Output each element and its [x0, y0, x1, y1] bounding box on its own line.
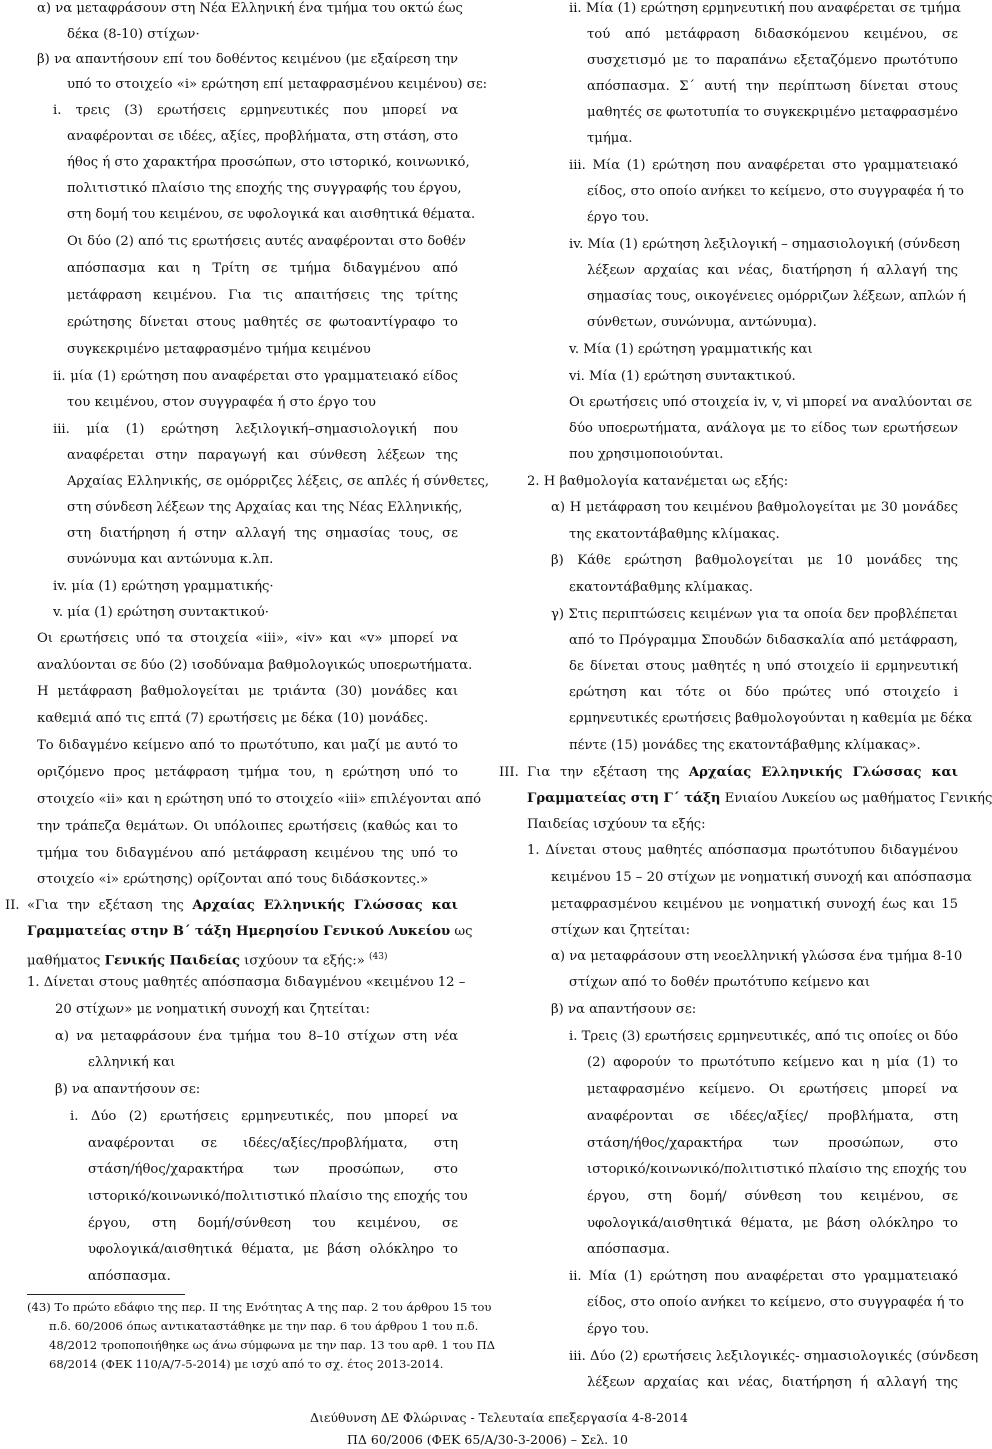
text-line: (2) αφορούν το πρωτότυπο κείμενο και η μία (1) το [587, 1055, 958, 1070]
text-line: β) να απαντήσουν επί του δοθέντος κειμένου (με εξαίρεση την [37, 52, 458, 67]
text-line: i. τρεις (3) ερωτήσεις ερμηνευτικές που μπορεί να [53, 103, 458, 118]
text-line: β) να απαντήσουν σε: [55, 1082, 201, 1097]
text-line: β) να απαντήσουν σε: [551, 1002, 697, 1017]
text-line: iv. μία (1) ερώτηση γραμματικής· [53, 579, 274, 594]
text-line: δύο υποερωτήματα, ανάλογα με το είδος των ερωτήσεων [569, 421, 958, 436]
text-line: ii. μία (1) ερώτηση που αναφέρεται στο γραμματειακό είδος [53, 369, 458, 384]
text-line: υπό το στοιχείο «i» ερώτηση επί μεταφρασμένου κειμένου) σε: [67, 77, 488, 92]
section-numeral: III. [499, 765, 519, 780]
text-line: σύνθετων, συνώνυμα, αντώνυμα). [587, 315, 817, 330]
text-line: έργου, στη δομή/ σύνθεση του κειμένου, σε [587, 1189, 958, 1204]
text-line: είδος, στο οποίο ανήκει το κείμενο, στο συγγραφέα ή το [587, 184, 964, 199]
text-line: συγκεκριμένο μεταφρασμένο τμήμα κειμένου [67, 342, 371, 357]
text-line: καθεμιά από τις επτά (7) ερωτήσεις με δέκα (10) μονάδες. [37, 711, 429, 726]
text-line: v. μία (1) ερώτηση συντακτικού· [53, 605, 269, 620]
text-line: λέξεων αρχαίας και νέας, διατήρηση ή αλλαγή της [587, 263, 958, 278]
text-line: του κειμένου, στον συγγραφέα ή στο έργο του [67, 395, 376, 410]
text-line: αναφέρονται σε ιδέες/αξίες/ προβλήματα, στη [587, 1109, 958, 1124]
text-line: α) Η μετάφραση του κειμένου βαθμολογείται με 30 μονάδες [551, 500, 958, 515]
text-line: απόσπασμα. [88, 1269, 171, 1284]
text-line: Αρχαίας Ελληνικής, σε ομόρριζες λέξεις, σε απλές ή σύνθετες, [67, 474, 490, 489]
text-line: Οι ερωτήσεις υπό στοιχεία iv, v, vi μπορεί να αναλύονται σε [569, 395, 973, 410]
text-line: αναφέρεται στην παραγωγή και σύνθεση λέξεων της [67, 448, 458, 463]
text-line: iii. Δύο (2) ερωτήσεις λεξιλογικές- σημασιολογικές (σύνδεση [569, 1349, 979, 1364]
text-line: vi. Μία (1) ερώτηση συντακτικού. [569, 369, 796, 384]
text-line: Οι δύο (2) από τις ερωτήσεις αυτές αναφέρονται στο δοθέν [67, 234, 466, 249]
section-heading-line: Για την εξέταση της Αρχαίας Ελληνικής Γλώσσας και [527, 765, 958, 780]
text-line: i. Τρεις (3) ερωτήσεις ερμηνευτικές, από τις οποίες οι δύο [569, 1029, 959, 1044]
text-line: 1. Δίνεται στους μαθητές απόσπασμα πρωτότυπου διδαγμένου [527, 843, 958, 858]
text-line: ιστορικό/κοινωνικό/πολιτιστικό πλαίσιο της εποχής του [587, 1162, 967, 1177]
text-line: την τράπεζα θεμάτων. Οι υπόλοιπες ερωτήσεις (καθώς και το [37, 819, 458, 834]
text-line: γ) Στις περιπτώσεις κειμένων για τα οποία δεν προβλέπεται [551, 607, 958, 622]
text-line: υφολογικά/αισθητικά θέματα, με βάση ολόκληρο το [88, 1242, 458, 1257]
text-line: στάση/ήθος/χαρακτήρα των προσώπων, στο [587, 1136, 958, 1151]
text-line: στη σύνδεση λέξεων της Αρχαίας και της Νέας Ελληνικής, [67, 500, 463, 515]
text-line: κειμένου 15 – 20 στίχων με νοηματική συνοχή και απόσπασμα [551, 870, 972, 885]
text-line: β) Κάθε ερώτηση βαθμολογείται με 10 μονάδες της [551, 553, 958, 568]
text-line: υφολογικά/αισθητικά θέματα, με βάση ολόκληρο το [587, 1216, 958, 1231]
page-footer-department: Διεύθυνση ΔΕ Φλώρινας - Τελευταία επεξεργασία 4-8-2014 [310, 1410, 688, 1425]
footnote-line: π.δ. 60/2006 όπως αντικαταστάθηκε με την παρ. 6 του άρθρου 1 του π.δ. [49, 1319, 479, 1333]
text-line: 1. Δίνεται στους μαθητές απόσπασμα διδαγμένου «κειμένου 12 – [27, 975, 466, 990]
text-line: στοιχείο «i» ερώτησης) ορίζονται από τους διδάσκοντες.» [37, 872, 429, 887]
text-line: v. Μία (1) ερώτηση γραμματικής και [569, 342, 813, 357]
text-line: μεταφρασμένο κείμενο. Οι ερωτήσεις μπορεί να [587, 1082, 958, 1097]
text-line: απόσπασμα και η Τρίτη σε τμήμα διδαγμένου από [67, 261, 458, 276]
text-line: 2. Η βαθμολογία κατανέμεται ως εξής: [527, 474, 789, 489]
page-footer-reference: ΠΔ 60/2006 (ΦΕΚ 65/Α/30-3-2006) – Σελ. 10 [347, 1432, 628, 1447]
text-line: πέντε (15) μονάδες της εκατοντάβαθμης κλίμακας». [569, 738, 921, 753]
text-line: α) να μεταφράσουν στη Νέα Ελληνική ένα τμήμα του οκτώ έως [37, 1, 463, 16]
text-line: δέκα (8-10) στίχων· [67, 27, 200, 42]
text-line: της εκατοντάβαθμης κλίμακας. [569, 527, 780, 542]
text-line: στη διατήρηση ή στην αλλαγή της σημασίας τους, σε [67, 526, 458, 541]
text-line: ιστορικό/κοινωνικό/πολιτιστικό πλαίσιο της εποχής του [88, 1189, 468, 1204]
text-line: ερμηνευτικές ερωτήσεις βαθμολογούνται η καθεμία με δέκα [569, 711, 973, 726]
text-line: αναφέρονται σε ιδέες, αξίες, προβλήματα, στη στάση, στο [67, 129, 459, 144]
text-line: ήθος ή στο χαρακτήρα προσώπων, στο ιστορικό, κοινωνικό, [67, 155, 470, 170]
text-line: είδος, στο οποίο ανήκει το κείμενο, στο συγγραφέα ή το [587, 1295, 964, 1310]
text-line: απόσπασμα. Σ΄ αυτή την περίπτωση δίνεται στους [587, 79, 958, 94]
text-line: οριζόμενο προς μετάφραση τμήμα του, η ερώτηση υπό το [37, 765, 458, 780]
text-line: συνώνυμα και αντώνυμα κ.λπ. [67, 552, 274, 567]
text-line: α) να μεταφράσουν στη νεοελληνική γλώσσα ένα τμήμα 8-10 [551, 949, 963, 964]
text-line: δε δίνεται στους μαθητές η υπό στοιχείο ii ερμηνευτική [569, 659, 958, 674]
text-line: έργου, στη δομή/σύνθεση του κειμένου, σε [88, 1216, 458, 1231]
text-line: Οι ερωτήσεις υπό τα στοιχεία «iii», «iv» και «v» μπορεί να [37, 631, 458, 646]
text-line: ii. Μία (1) ερώτηση ερμηνευτική που αναφέρεται σε τμήμα [569, 1, 961, 16]
text-line: iii. μία (1) ερώτηση λεξιλογική–σημασιολογική που [53, 422, 458, 437]
text-line: στίχων από το δοθέν πρωτότυπο κείμενο και [569, 975, 871, 990]
text-line: στη δομή του κειμένου, σε υφολογικά και αισθητικά θέματα. [67, 207, 476, 222]
text-line: Το διδαγμένο κείμενο από το πρωτότυπο, και μαζί με αυτό το [37, 738, 458, 753]
footnote-line: (43) Το πρώτο εδάφιο της περ. ΙΙ της Ενότητας Α της παρ. 2 του άρθρου 15 του [27, 1300, 492, 1314]
text-line: α) να μεταφράσουν ένα τμήμα του 8–10 στίχων στη νέα [55, 1029, 458, 1044]
text-line: μεταφρασμένου κειμένου με νοηματική συνοχή έως και 15 [551, 897, 958, 912]
section-heading-line: Γραμματείας στη Γ΄ τάξη Ενιαίου Λυκείου ως μαθήματος Γενικής [527, 791, 992, 806]
section-heading-line: «Για την εξέταση της Αρχαίας Ελληνικής Γλώσσας και [27, 898, 459, 913]
text-line: συσχετισμό με το παραπάνω εξεταζόμενο πρωτότυπο [587, 53, 958, 68]
text-line: στοιχείο «ii» και η ερώτηση υπό το στοιχείο «iii» επιλέγονται από [37, 792, 482, 807]
text-line: ερώτησης δίνεται στους μαθητές σε φωτοαντίγραφο το [67, 315, 458, 330]
text-line: μετάφραση κειμένου. Για τις απαιτήσεις της τρίτης [67, 288, 458, 303]
text-line: ii. Μία (1) ερώτηση που αναφέρεται στο γραμματειακό [569, 1269, 958, 1284]
text-line: από το Πρόγραμμα Σπουδών διδασκαλία από μετάφραση, [569, 633, 958, 648]
text-line: τού από μετάφραση διδασκόμενου κειμένου, σε [587, 27, 958, 42]
text-line: λέξεων αρχαίας και νέας, διατήρηση ή αλλαγή της [587, 1375, 958, 1390]
text-line: αναφέρονται σε ιδέες/αξίες/προβλήματα, στη [88, 1136, 458, 1151]
footnote-line: 48/2012 τροποποιήθηκε ως άνω σύμφωνα με την παρ. 13 του αρθ. 1 του ΠΔ [49, 1338, 496, 1352]
text-line: ελληνική και [88, 1055, 176, 1070]
text-line: σημασίας τους, οικογένειες ομόρριζων λέξεων, απλών ή [587, 289, 966, 304]
text-line: iv. Μία (1) ερώτηση λεξιλογική – σημασιολογική (σύνδεση [569, 237, 960, 252]
text-line: έργο του. [587, 210, 650, 225]
section-numeral: II. [5, 898, 20, 913]
text-line: απόσπασμα. [587, 1242, 670, 1257]
text-line: έργο του. [587, 1322, 650, 1337]
text-line: Η μετάφραση βαθμολογείται με τριάντα (30) μονάδες και [37, 684, 458, 699]
text-line: που χρησιμοποιούνται. [569, 447, 724, 462]
text-line: μαθητές σε φωτοτυπία το συγκεκριμένο μεταφρασμένο [587, 105, 958, 120]
section-heading-line: Παιδείας ισχύουν τα εξής: [527, 817, 706, 832]
text-line: στίχων και ζητείται: [551, 923, 691, 938]
text-line: τμήμα του διδαγμένου από μετάφραση κειμένου της υπό το [37, 846, 458, 861]
footnote-line: 68/2014 (ΦΕΚ 110/Α/7-5-2014) με ισχύ από το σχ. έτος 2013-2014. [49, 1357, 444, 1371]
text-line: i. Δύο (2) ερωτήσεις ερμηνευτικές, που μπορεί να [70, 1109, 458, 1124]
text-line: αναλύονται σε δύο (2) ισοδύναμα βαθμολογικώς υποερωτήματα. [37, 658, 473, 673]
section-heading-line: μαθήματος Γενικής Παιδείας ισχύουν τα εξής:» $^{(43)}$ [27, 952, 388, 969]
text-line: ερώτηση και τότε οι δύο πρώτες υπό στοιχείο i [569, 685, 958, 700]
section-heading-line: Γραμματείας στην Β΄ τάξη Ημερησίου Γενικού Λυκείου ως [27, 924, 473, 939]
text-line: 20 στίχων» με νοηματική συνοχή και ζητείται: [55, 1002, 370, 1017]
text-line: πολιτιστικό πλαίσιο της εποχής της συγγραφής του έργου, [67, 181, 462, 196]
footnote-ref: (43) [369, 952, 388, 962]
text-line: τμήμα. [587, 131, 633, 146]
text-line: iii. Μία (1) ερώτηση που αναφέρεται στο γραμματειακό [569, 158, 958, 173]
text-line: εκατοντάβαθμης κλίμακας. [569, 580, 753, 595]
text-line: στάση/ήθος/χαρακτήρα των προσώπων, στο [88, 1162, 458, 1177]
footnote-divider [27, 1294, 185, 1295]
